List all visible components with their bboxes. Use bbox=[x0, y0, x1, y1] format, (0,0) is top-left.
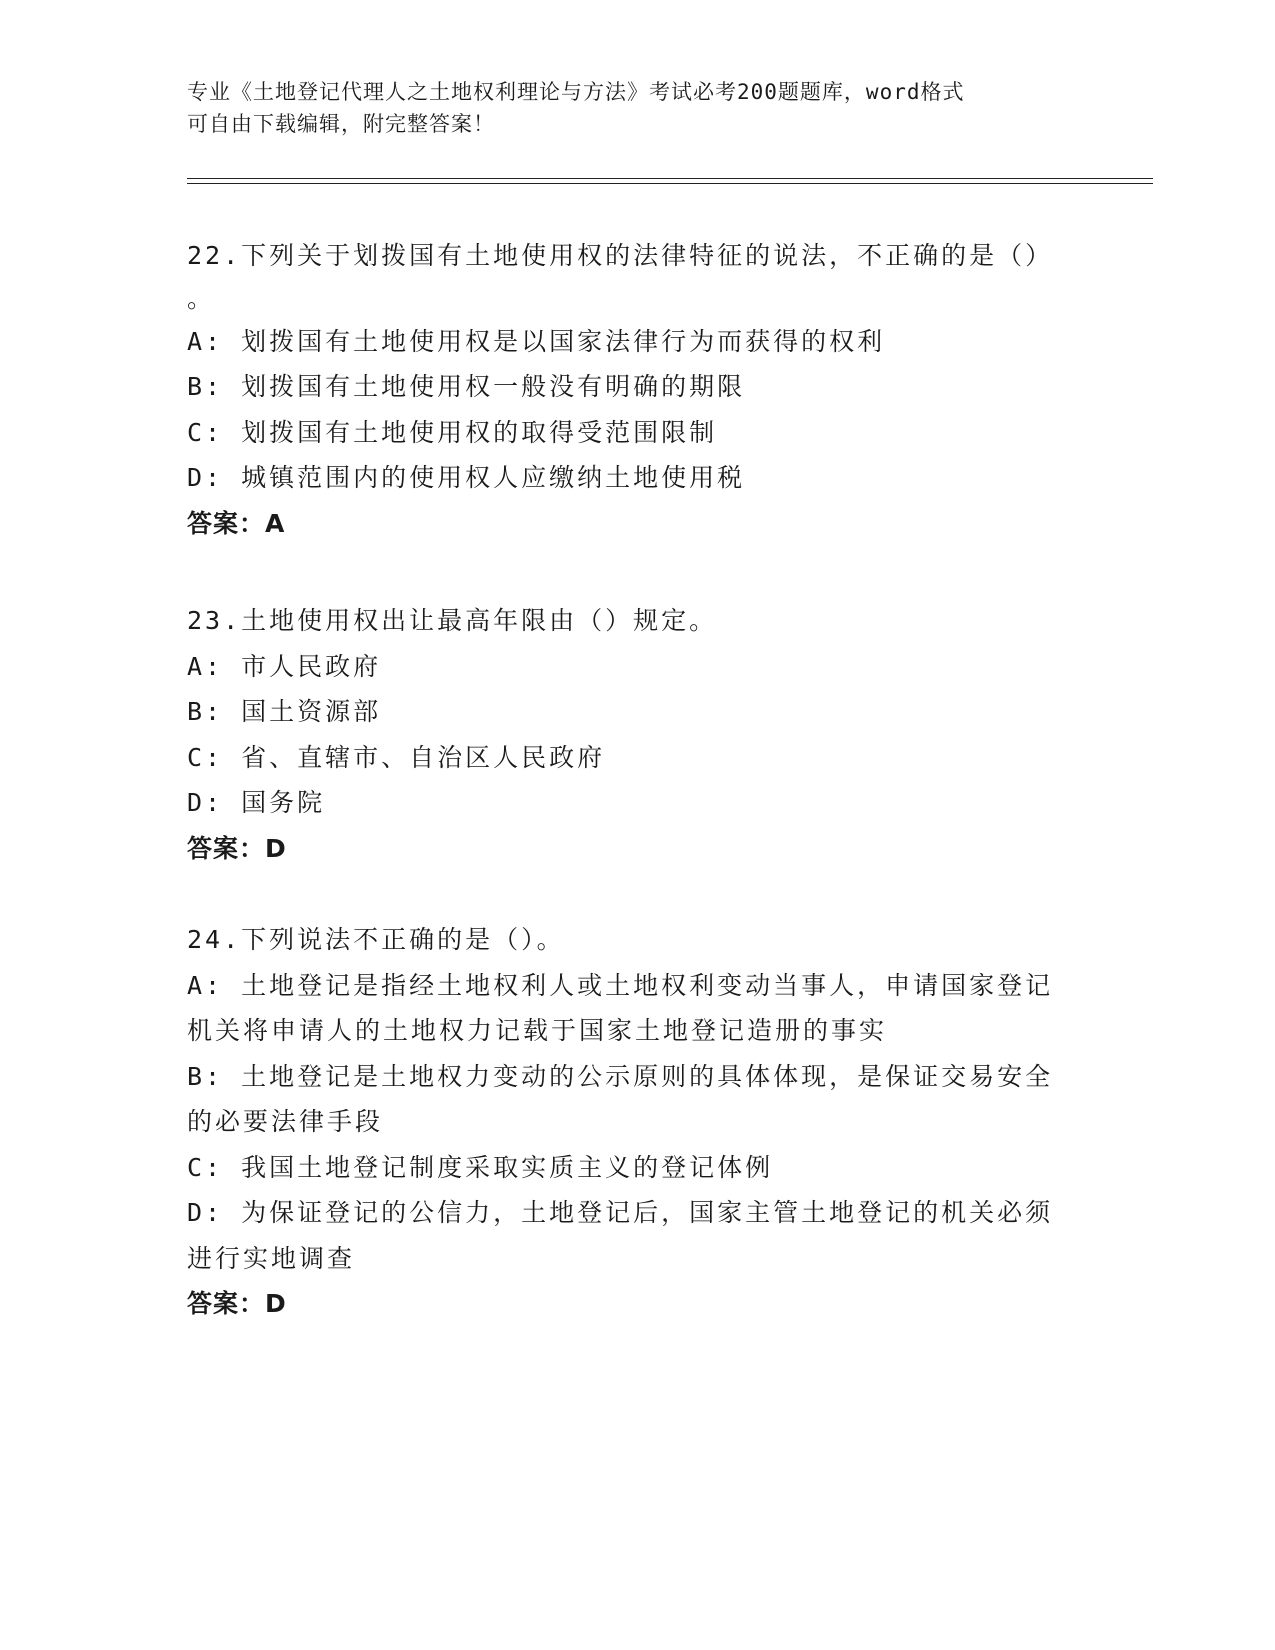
option-c: C: 划拨国有土地使用权的取得受范围限制 bbox=[187, 417, 718, 447]
header-divider-bottom bbox=[187, 183, 1153, 184]
option-b: B: 划拨国有土地使用权一般没有明确的期限 bbox=[187, 372, 746, 401]
option-d: D: 城镇范围内的使用权人应缴纳土地使用税 bbox=[187, 463, 746, 492]
option-d-continued: 进行实地调查 bbox=[187, 1243, 356, 1273]
answer: 答案：D bbox=[187, 1289, 287, 1318]
option-a: A: 划拨国有土地使用权是以国家法律行为而获得的权利 bbox=[187, 326, 886, 356]
answer: 答案：A bbox=[187, 508, 286, 538]
question-23 bbox=[187, 598, 1087, 871]
option-c: C: 省、直辖市、自治区人民政府 bbox=[187, 742, 606, 772]
header-divider-top bbox=[187, 178, 1153, 179]
document-header bbox=[187, 76, 1087, 140]
option-b: B: 国土资源部 bbox=[187, 697, 382, 726]
option-d: D: 为保证登记的公信力，土地登记后，国家主管土地登记的机关必须 bbox=[187, 1198, 1054, 1227]
option-a: A: 土地登记是指经土地权利人或土地权利变动当事人，申请国家登记 bbox=[187, 970, 1054, 1000]
option-a-continued: 机关将申请人的土地权力记载于国家土地登记造册的事实 bbox=[187, 1016, 888, 1045]
question-24 bbox=[187, 917, 1087, 1327]
option-a: A: 市人民政府 bbox=[187, 651, 382, 681]
question-stem: 24.下列说法不正确的是（）。 bbox=[187, 925, 565, 954]
option-b-continued: 的必要法律手段 bbox=[187, 1107, 384, 1136]
question-22 bbox=[187, 233, 1087, 546]
answer: 答案：D bbox=[187, 833, 287, 863]
option-d: D: 国务院 bbox=[187, 788, 326, 817]
option-b: B: 土地登记是土地权力变动的公示原则的具体体现，是保证交易安全 bbox=[187, 1061, 1054, 1091]
question-stem: 23.土地使用权出让最高年限由（）规定。 bbox=[187, 606, 718, 635]
header-line-1: 专业《土地登记代理人之土地权利理论与方法》考试必考200题题库，word格式 bbox=[187, 80, 965, 104]
option-c: C: 我国土地登记制度采取实质主义的登记体例 bbox=[187, 1152, 774, 1182]
question-stem-continued: 。 bbox=[187, 283, 216, 313]
question-stem: 22.下列关于划拨国有土地使用权的法律特征的说法，不正确的是（） bbox=[187, 241, 1054, 270]
header-line-2: 可自由下载编辑，附完整答案！ bbox=[187, 112, 495, 136]
